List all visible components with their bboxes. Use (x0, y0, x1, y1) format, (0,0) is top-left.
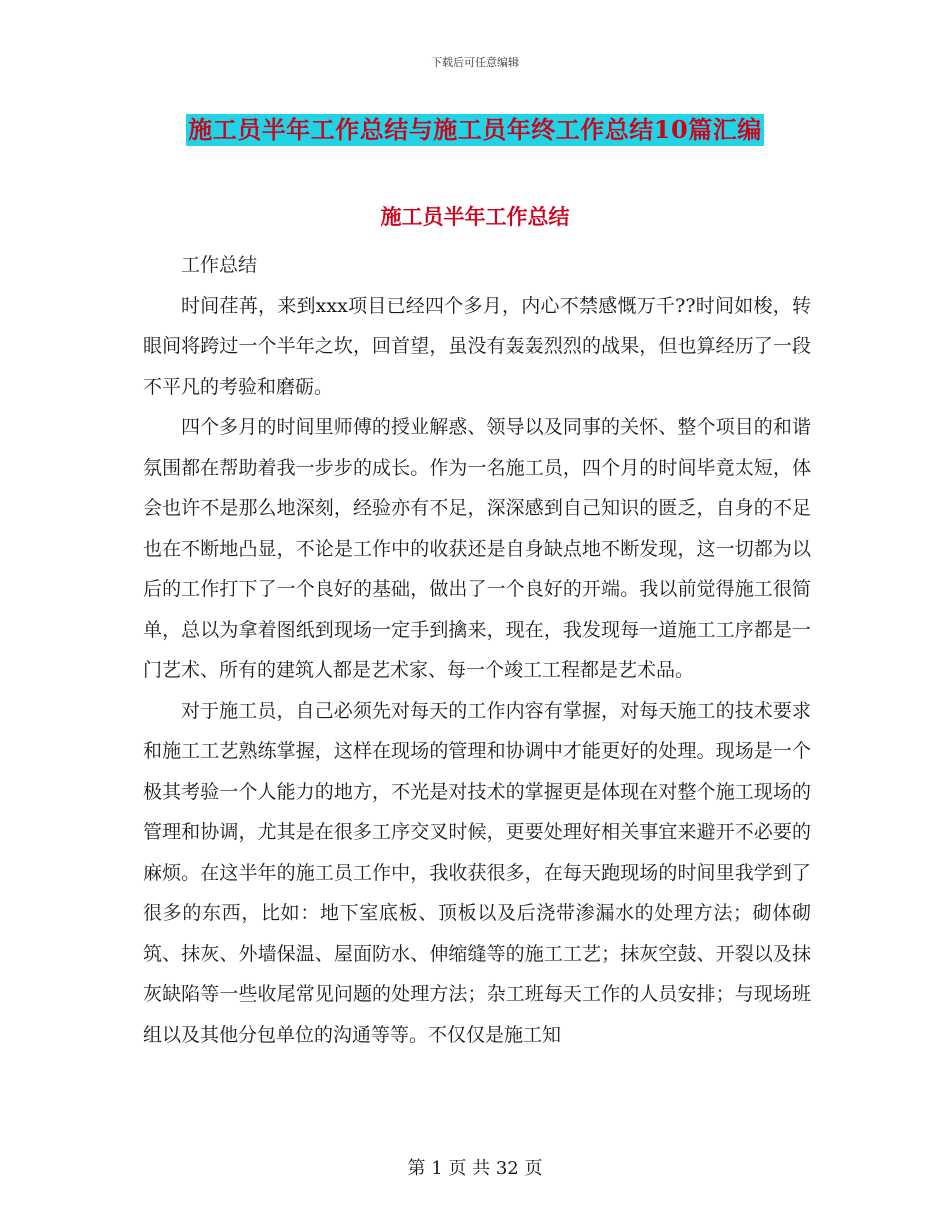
paragraph: 对于施工员，自己必须先对每天的工作内容有掌握，对每天施工的技术要求和施工工艺熟练掌握，这样在现场的管理和协调中才能更好的处理。现场是一个极其考验一个人能力的地方，不光是对技术的掌握更是体现在对整个施工现场的管理和协调，尤其是在很多工序交叉时候，更要处理好相关事宜来避开不必要的麻烦。在这半年的施工员工作中，我收获很多，在每天跑现场的时间里我学到了很多的东西，比如：地下室底板、顶板以及后浇带渗漏水的处理方法；砌体砌筑、抹灰、外墙保温、屋面防水、伸缩缝等的施工工艺；抹灰空鼓、开裂以及抹灰缺陷等一些收尾常见问题的处理方法；杂工班每天工作的人员安排；与现场班组以及其他分包单位的沟通等等。不仅仅是施工知 (143, 699, 811, 1046)
paragraph: 工作总结 (181, 254, 258, 276)
document-title: 施工员半年工作总结与施工员年终工作总结10篇汇编 (188, 115, 762, 144)
paragraph: 时间荏苒，来到xxx项目已经四个多月，内心不禁感慨万千??时间如梭，转眼间将跨过一个半年之坎，回首望，虽没有轰轰烈烈的战果，但也算经历了一段不平凡的考验和磨砺。 (143, 294, 811, 398)
page-footer-number: 第 1 页 共 32 页 (407, 1158, 543, 1179)
document-body (143, 245, 811, 1055)
page-header-note: 下载后可任意编辑 (431, 56, 519, 69)
document-title-container (0, 114, 950, 146)
paragraph: 四个多月的时间里师傅的授业解惑、领导以及同事的关怀、整个项目的和谐氛围都在帮助着我一步步的成长。作为一名施工员，四个月的时间毕竟太短，体会也许不是那么地深刻，经验亦有不足，深深感到自己知识的匮乏，自身的不足也在不断地凸显，不论是工作中的收获还是自身缺点地不断发现，这一切都为以后的工作打下了一个良好的基础，做出了一个良好的开端。我以前觉得施工很简单，总以为拿着图纸到现场一定手到擒来，现在，我发现每一道施工工序都是一门艺术、所有的建筑人都是艺术家、每一个竣工工程都是艺术品。 (143, 416, 811, 681)
section-title: 施工员半年工作总结 (380, 204, 570, 229)
